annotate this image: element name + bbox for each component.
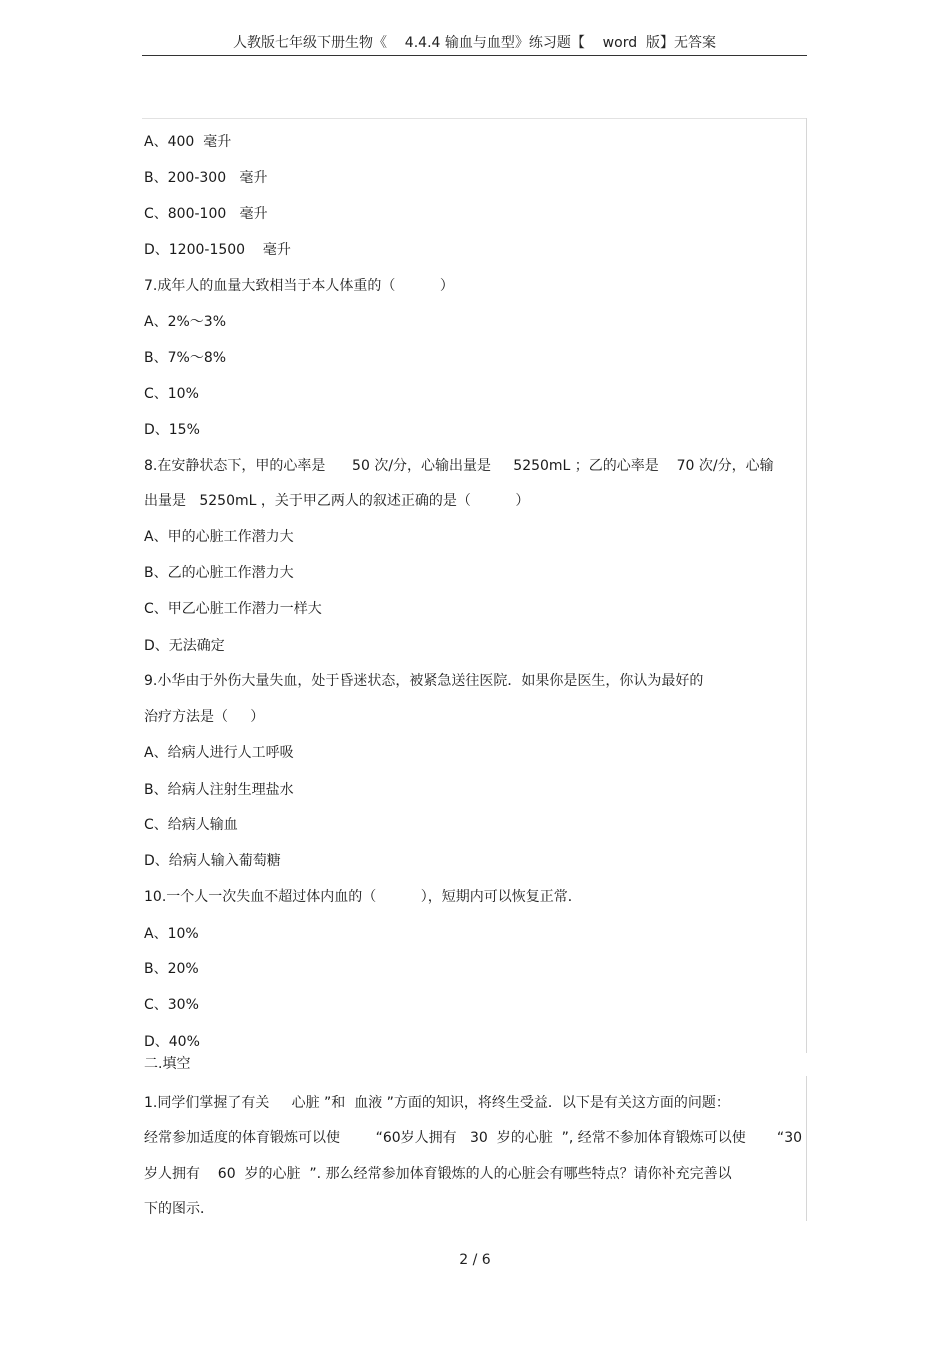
q8-option-c: C、甲乙心脏工作潜力一样大 — [144, 601, 322, 617]
header-rule — [142, 55, 807, 56]
q8-option-d: D、无法确定 — [144, 638, 225, 654]
q7-option-a: A、2%～3% — [144, 314, 226, 330]
fill1-line4: 下的图示． — [144, 1201, 214, 1217]
q10-option-a: A、10% — [144, 926, 199, 942]
q9-option-b: B、给病人注射生理盐水 — [144, 782, 294, 798]
q7-option-c: C、10% — [144, 386, 199, 402]
q9-stem-line2: 治疗方法是（ ） — [144, 709, 265, 725]
q10-stem: 10.一个人一次失血不超过体内血的（ ），短期内可以恢复正常． — [144, 889, 582, 905]
q9-option-d: D、给病人输入葡萄糖 — [144, 853, 281, 869]
q7-option-b: B、7%～8% — [144, 350, 227, 366]
q9-option-c: C、给病人输血 — [144, 817, 238, 833]
section-fill-blank-title: 二.填空 — [144, 1056, 191, 1072]
q6-option-d: D、1200-1500 毫升 — [144, 242, 291, 258]
content-frame-top — [142, 118, 807, 119]
q7-option-d: D、15% — [144, 422, 200, 438]
q6-option-b: B、200-300 毫升 — [144, 170, 268, 186]
fill1-line3: 岁人拥有 60 岁的心脏 ”. 那么经常参加体育锻炼的人的心脏会有哪些特点？请你补充完善以 — [144, 1166, 732, 1182]
page-header: 人教版七年级下册生物《 4.4.4 输血与血型》练习题【 word 版】无答案 — [233, 35, 716, 51]
q6-option-a: A、400 毫升 — [144, 134, 232, 150]
q10-option-d: D、40% — [144, 1034, 200, 1050]
content-frame-right — [806, 118, 807, 1053]
q9-option-a: A、给病人进行人工呼吸 — [144, 745, 294, 761]
q8-option-a: A、甲的心脏工作潜力大 — [144, 529, 294, 545]
q10-option-b: B、20% — [144, 961, 199, 977]
q8-stem-line1: 8.在安静状态下，甲的心率是 50 次/分，心输出量是 5250mL ；乙的心率是 70 次/分，心输 — [144, 458, 774, 474]
page-number: 2 / 6 — [459, 1252, 491, 1268]
q7-stem: 7.成年人的血量大致相当于本人体重的（ ） — [144, 278, 454, 294]
q10-option-c: C、30% — [144, 997, 199, 1013]
q9-stem-line1: 9.小华由于外伤大量失血，处于昏迷状态，被紧急送往医院．如果你是医生，你认为最好的 — [144, 673, 704, 689]
q8-option-b: B、乙的心脏工作潜力大 — [144, 565, 294, 581]
q8-stem-line2: 出量是 5250mL ，关于甲乙两人的叙述正确的是（ ） — [144, 493, 530, 509]
content-frame-right-lower — [806, 1076, 807, 1221]
q6-option-c: C、800-100 毫升 — [144, 206, 268, 222]
fill1-line2: 经常参加适度的体育锻炼可以使 “60岁人拥有 30 岁的心脏 ”, 经常不参加体育锻炼可以使 “30 — [144, 1130, 803, 1146]
fill1-line1: 1.同学们掌握了有关 心脏 ”和 血液 ”方面的知识，将终生受益．以下是有关这方面的问题： — [144, 1095, 730, 1111]
